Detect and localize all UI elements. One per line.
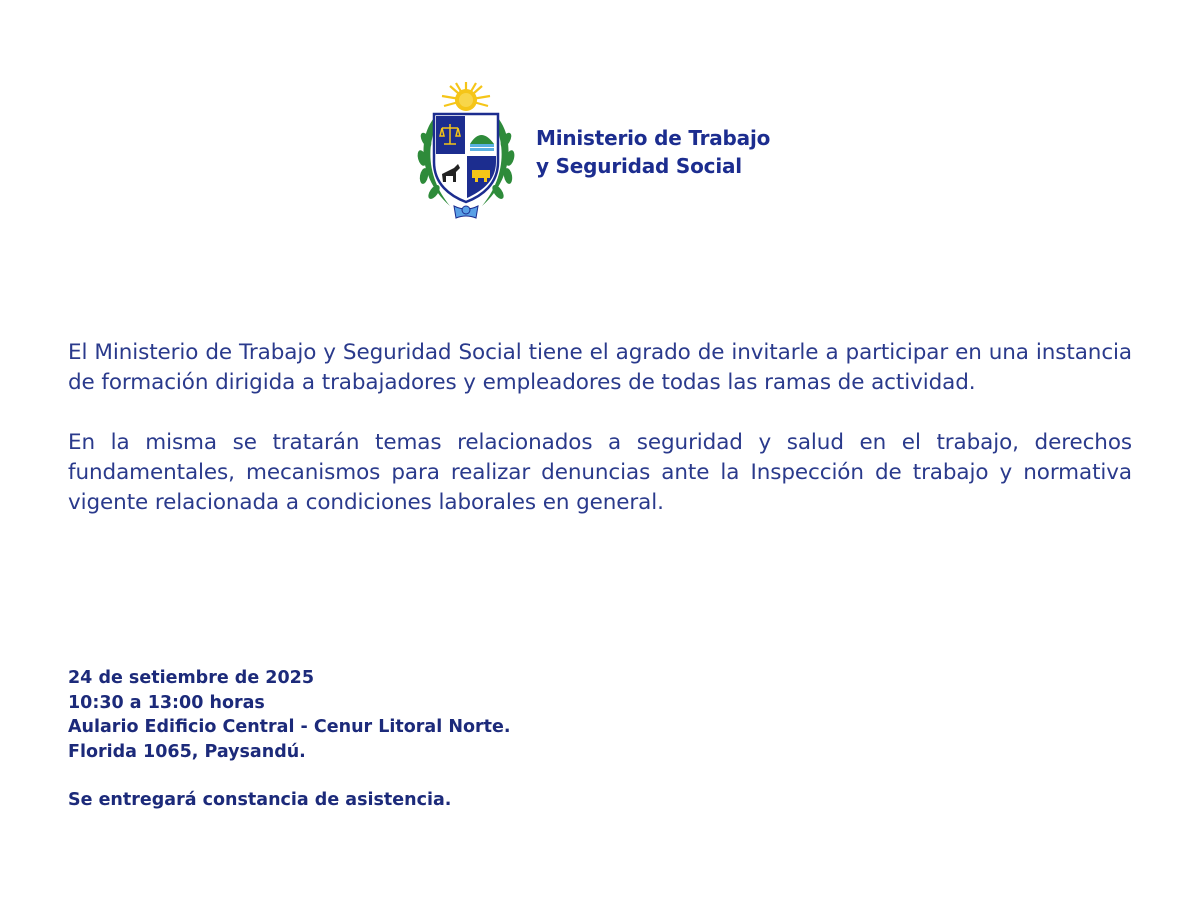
ministry-name-line2: y Seguridad Social <box>536 154 742 178</box>
event-address: Florida 1065, Paysandú. <box>68 741 306 762</box>
ministry-name-line1: Ministerio de Trabajo <box>536 126 771 150</box>
event-details <box>68 666 511 813</box>
ministry-name <box>536 124 770 180</box>
ribbon-icon <box>454 206 478 218</box>
invitation-paragraph-1: El Ministerio de Trabajo y Seguridad Social tiene el agrado de invitarle a participar en una instancia de formación dirigida a trabajadores y empleadores de todas las ramas de actividad. <box>68 340 1132 395</box>
shield-icon <box>434 114 498 202</box>
event-time: 10:30 a 13:00 horas <box>68 692 265 713</box>
event-venue: Aulario Edificio Central - Cenur Litoral Norte. <box>68 717 511 737</box>
certificate-note: Se entregará constancia de asistencia. <box>68 790 452 810</box>
sun-icon <box>442 82 490 111</box>
invitation-body <box>68 338 1132 518</box>
header <box>410 78 770 226</box>
invitation-paragraph-2: En la misma se tratarán temas relacionados a seguridad y salud en el trabajo, derechos fundamentales, mecanismos para realizar denuncias ante la Inspección de trabajo y normativa vigente relacionada a condiciones laborales en general. <box>68 430 1132 515</box>
coat-of-arms-icon <box>410 78 522 226</box>
event-date: 24 de setiembre de 2025 <box>68 668 314 688</box>
